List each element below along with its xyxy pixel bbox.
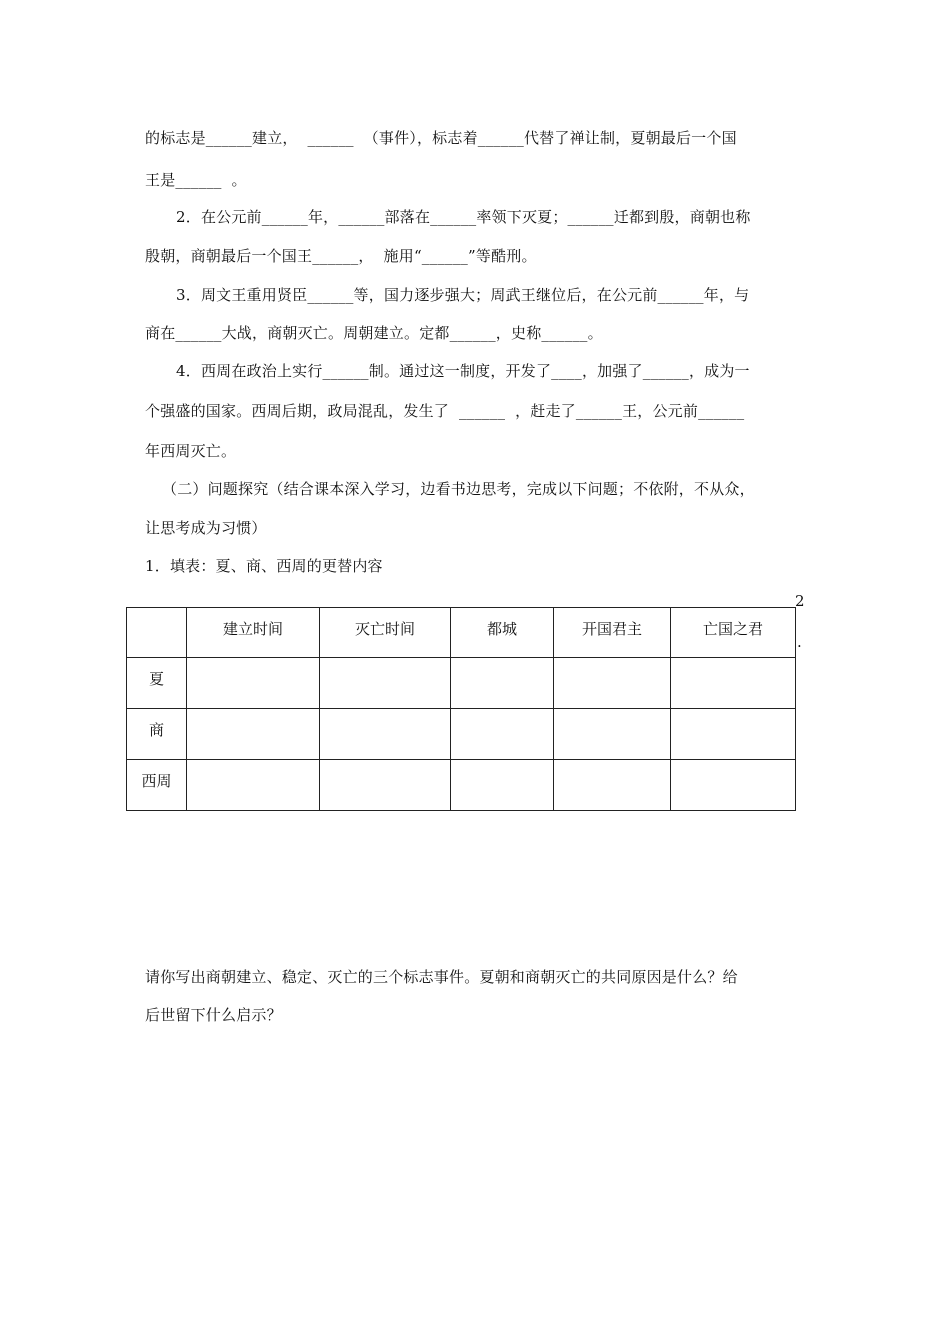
paragraph-4-line-3: 年西周灭亡。 <box>145 442 237 460</box>
table-row <box>127 760 796 811</box>
table-cell-input[interactable] <box>451 709 554 760</box>
table-header-corner <box>127 608 187 658</box>
table-header-cell: 开国君主 <box>554 608 671 658</box>
table-cell-input[interactable] <box>320 658 451 709</box>
table-cell-input[interactable] <box>187 760 320 811</box>
table-cell-input[interactable] <box>671 760 796 811</box>
question-2-number: 2 <box>795 592 805 610</box>
table-header-cell: 都城 <box>451 608 554 658</box>
table-row-label: 西周 <box>127 760 187 811</box>
paragraph-4-line-1: 4．西周在政治上实行______制。通过这一制度，开发了____，加强了______，成为一 <box>176 362 750 380</box>
table-cell-input[interactable] <box>451 658 554 709</box>
table-row-label: 夏 <box>127 658 187 709</box>
table-row <box>127 709 796 760</box>
table-cell-input[interactable] <box>554 658 671 709</box>
question-2-line-1: 请你写出商朝建立、稳定、灭亡的三个标志事件。夏朝和商朝灭亡的共同原因是什么？给 <box>145 968 738 986</box>
paragraph-1-line-1: 的标志是______建立， ______ （事件），标志着______代替了禅让制，夏朝最后一个国 <box>145 129 737 147</box>
table-cell-input[interactable] <box>554 760 671 811</box>
table-cell-input[interactable] <box>187 658 320 709</box>
paragraph-4-line-2: 个强盛的国家。西周后期，政局混乱，发生了 ______ ，赶走了______王，公元前______ <box>145 402 745 420</box>
paragraph-2-line-1: 2．在公元前______年，______部落在______率领下灭夏；______迁都到殷，商朝也称 <box>176 208 751 226</box>
table-cell-input[interactable] <box>554 709 671 760</box>
paragraph-3-line-1: 3．周文王重用贤臣______等，国力逐步强大；周武王继位后，在公元前______年，与 <box>176 286 750 304</box>
table-header-cell: 建立时间 <box>187 608 320 658</box>
table-cell-input[interactable] <box>671 658 796 709</box>
table-cell-input[interactable] <box>671 709 796 760</box>
table-header-cell: 灭亡时间 <box>320 608 451 658</box>
table-cell-input[interactable] <box>320 709 451 760</box>
section-heading-line-1: （二）问题探究（结合课本深入学习，边看书边思考，完成以下问题；不依附，不从众， <box>162 480 755 498</box>
dynasty-table <box>126 607 796 811</box>
section-heading-line-2: 让思考成为习惯） <box>145 519 267 537</box>
table-row <box>127 658 796 709</box>
table-cell-input[interactable] <box>320 760 451 811</box>
question-1: 1．填表：夏、商、西周的更替内容 <box>145 557 383 575</box>
table-header-cell: 亡国之君 <box>671 608 796 658</box>
question-2-dot: . <box>797 633 802 651</box>
paragraph-1-line-2: 王是______ 。 <box>145 171 247 189</box>
table-cell-input[interactable] <box>451 760 554 811</box>
question-2-line-2: 后世留下什么启示？ <box>145 1006 282 1024</box>
table-row-label: 商 <box>127 709 187 760</box>
paragraph-2-line-2: 殷朝，商朝最后一个国王______， 施用“______”等酷刑。 <box>145 247 537 265</box>
table-header-row <box>127 608 796 658</box>
table-cell-input[interactable] <box>187 709 320 760</box>
paragraph-3-line-2: 商在______大战，商朝灭亡。周朝建立。定都______，史称______。 <box>145 324 603 342</box>
